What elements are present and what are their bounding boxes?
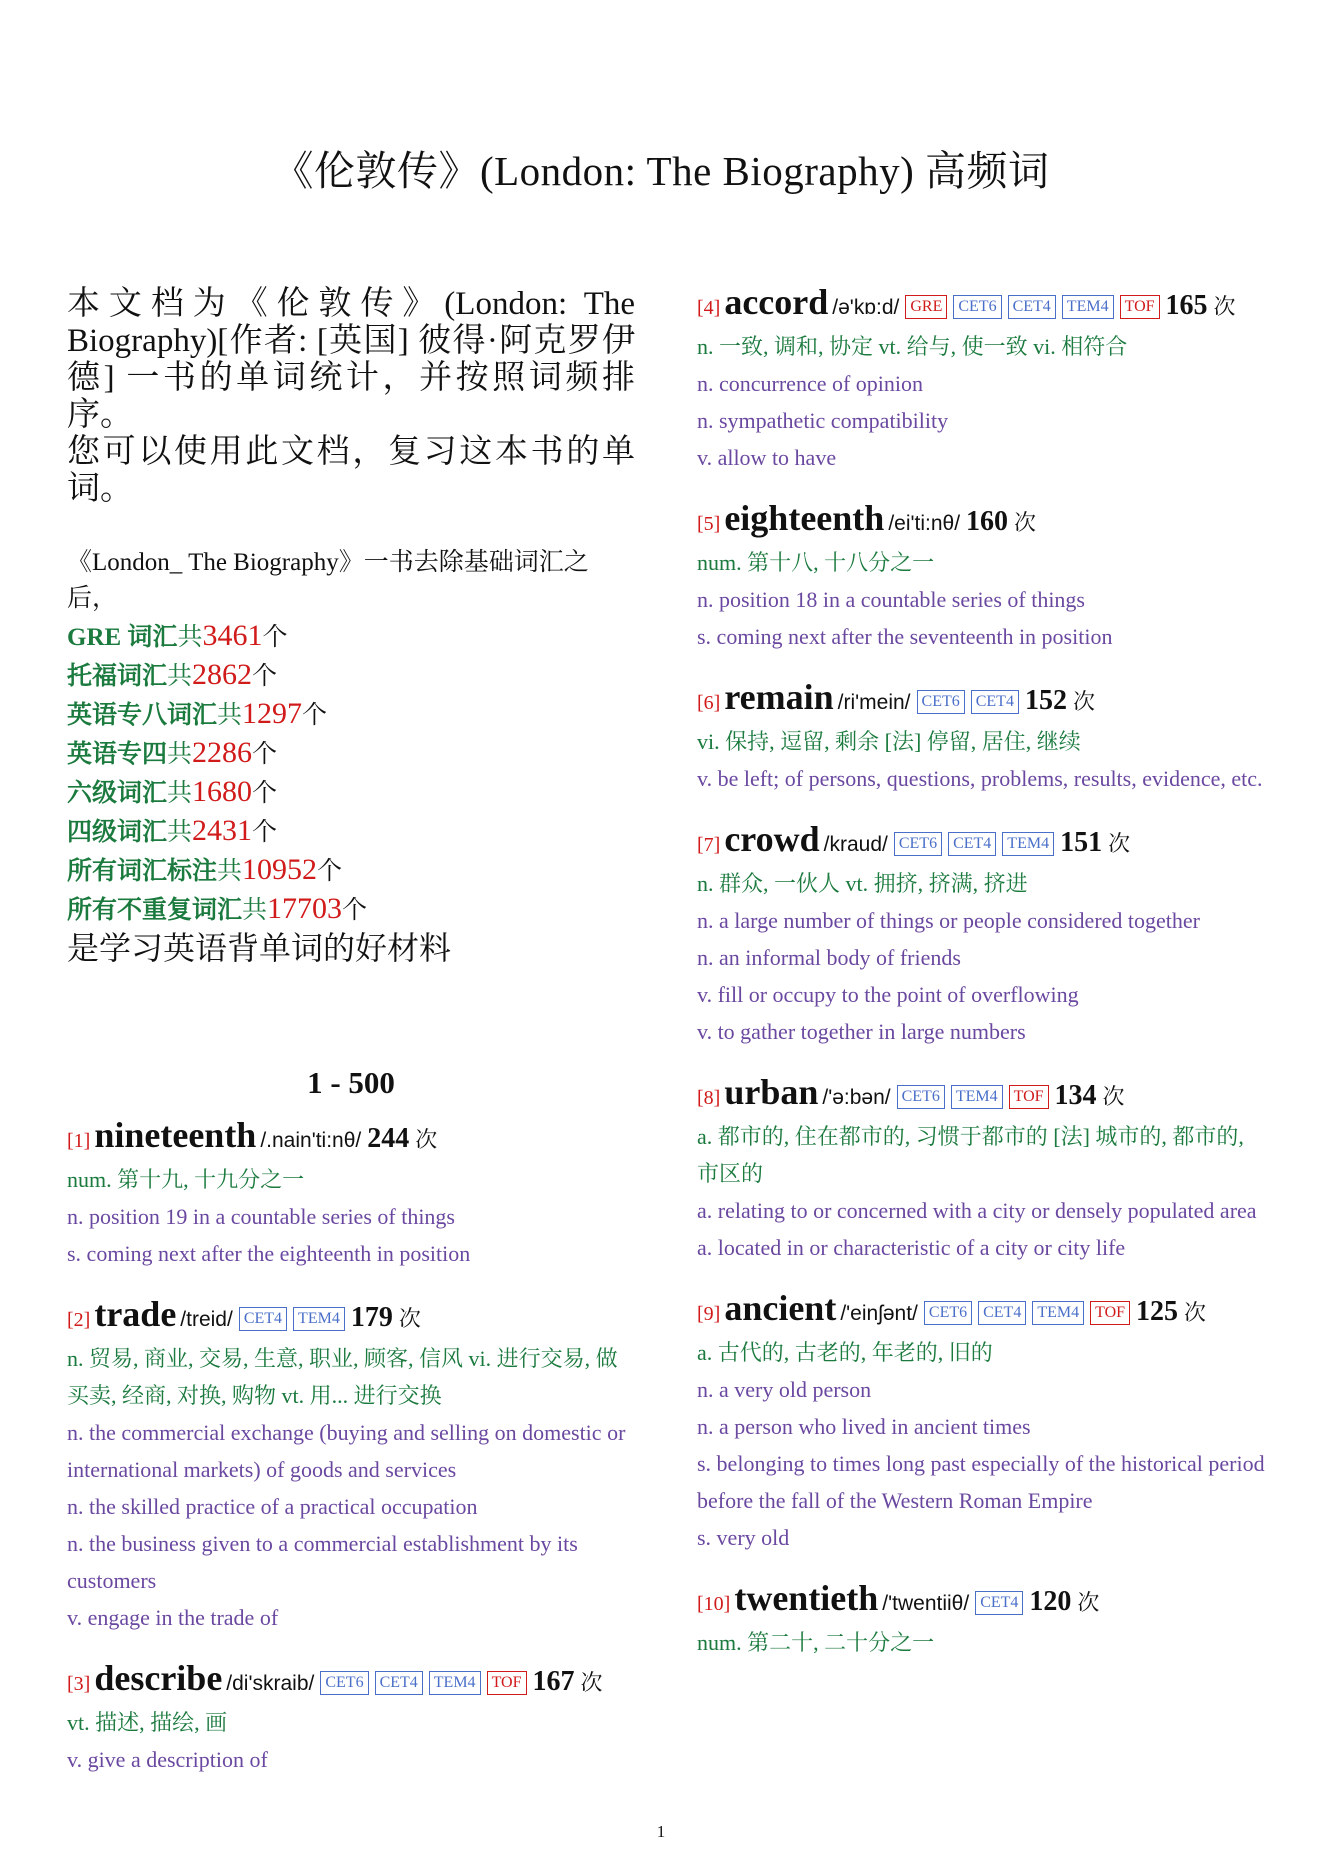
stat-line — [67, 851, 635, 890]
headword: nineteenth — [94, 1115, 257, 1155]
exam-tag: TEM4 — [1032, 1301, 1084, 1325]
times-suffix: 次 — [1014, 510, 1037, 535]
definition-english: n. a person who lived in ancient times — [697, 1414, 1031, 1439]
times-suffix: 次 — [1102, 1084, 1125, 1109]
times-suffix: 次 — [1108, 831, 1131, 856]
definition-english: v. engage in the trade of — [67, 1605, 279, 1630]
definition-chinese: vt. 描述, 描绘, 画 — [67, 1710, 228, 1735]
stat-unit: 个 — [252, 663, 278, 690]
definition-english: v. to gather together in large numbers — [697, 1019, 1026, 1044]
frequency-count: 125 — [1136, 1296, 1179, 1327]
stat-value: 17703 — [267, 892, 343, 925]
stat-line — [67, 695, 635, 734]
exam-tag: TEM4 — [1062, 295, 1114, 319]
entry-header — [697, 1288, 1269, 1334]
phonetic: /kraud/ — [823, 833, 888, 856]
stat-line — [67, 812, 635, 851]
definition-english: n. a very old person — [697, 1377, 872, 1402]
definition-english: n. the commercial exchange (buying and selling on domestic or international markets) of goods and services — [67, 1420, 626, 1482]
exam-tag: GRE — [905, 295, 947, 319]
frequency-count: 134 — [1054, 1080, 1097, 1111]
stat-label: 六级词汇 — [67, 780, 168, 807]
times-suffix: 次 — [1184, 1300, 1207, 1325]
exam-tag: TEM4 — [429, 1671, 481, 1695]
entry-index: [3] — [67, 1673, 91, 1695]
times-suffix: 次 — [580, 1670, 603, 1695]
word-entry — [697, 819, 1269, 1050]
phonetic: /ei'ti:nθ/ — [888, 512, 961, 535]
stat-value: 2431 — [192, 814, 253, 847]
frequency-count: 167 — [532, 1666, 575, 1697]
definition-chinese: num. 第十八, 十八分之一 — [697, 550, 935, 575]
definition-english: v. fill or occupy to the point of overflowing — [697, 982, 1079, 1007]
entry-header — [67, 1115, 635, 1161]
stat-unit: 个 — [262, 624, 288, 651]
word-list-right — [697, 282, 1269, 1661]
definition-english: n. an informal body of friends — [697, 945, 961, 970]
left-column — [67, 282, 635, 1800]
word-entry — [697, 1072, 1269, 1266]
stat-conj: 共 — [217, 702, 243, 729]
exam-tag: TOF — [1009, 1085, 1049, 1109]
definition-english: v. give a description of — [67, 1747, 268, 1772]
stat-label: 所有词汇标注 — [67, 858, 218, 885]
entry-index: [5] — [697, 513, 721, 535]
headword: accord — [724, 282, 829, 322]
times-suffix: 次 — [398, 1306, 421, 1331]
definition-chinese: n. 贸易, 商业, 交易, 生意, 职业, 顾客, 信风 vi. 进行交易, 做买卖, 经商, 对换, 购物 vt. 用... 进行交换 — [67, 1346, 618, 1408]
stat-unit: 个 — [252, 819, 278, 846]
phonetic: /.nain'ti:nθ/ — [260, 1129, 362, 1152]
exam-tag: CET4 — [975, 1591, 1023, 1615]
document-title: 《伦敦传》(London: The Biography) 高频词 — [272, 148, 1050, 194]
entry-header — [67, 1658, 635, 1704]
word-entry — [67, 1658, 635, 1778]
word-entry — [697, 282, 1269, 476]
stat-value: 1680 — [192, 775, 253, 808]
stat-conj: 共 — [177, 624, 203, 651]
exam-tag: CET4 — [239, 1307, 287, 1331]
word-entry — [67, 1294, 635, 1636]
definition-chinese: n. 群众, 一伙人 vt. 拥挤, 挤满, 挤进 — [697, 871, 1028, 896]
headword: eighteenth — [724, 498, 885, 538]
phonetic: /'twentiiθ/ — [882, 1592, 970, 1615]
page-number: 1 — [656, 1822, 666, 1841]
exam-tag: TOF — [1090, 1301, 1130, 1325]
definition-english: n. the skilled practice of a practical occupation — [67, 1494, 478, 1519]
times-suffix: 次 — [1072, 689, 1095, 714]
stat-line — [67, 617, 635, 656]
headword: urban — [724, 1072, 819, 1112]
definition-english: s. coming next after the eighteenth in position — [67, 1241, 471, 1266]
stat-line — [67, 734, 635, 773]
headword: trade — [94, 1294, 177, 1334]
stat-unit: 个 — [252, 780, 278, 807]
definition-english: a. relating to or concerned with a city or densely populated area — [697, 1198, 1257, 1223]
stat-label: 所有不重复词汇 — [67, 897, 243, 924]
range-heading: 1 - 500 — [307, 1065, 395, 1100]
definition-chinese: vi. 保持, 逗留, 剩余 [法] 停留, 居住, 继续 — [697, 729, 1081, 754]
frequency-count: 165 — [1165, 290, 1208, 321]
stat-conj: 共 — [167, 819, 193, 846]
exam-tag: TOF — [1120, 295, 1160, 319]
word-entry — [697, 677, 1269, 797]
definition-english: n. a large number of things or people considered together — [697, 908, 1200, 933]
frequency-count: 179 — [350, 1302, 393, 1333]
exam-tag: CET4 — [971, 690, 1019, 714]
times-suffix: 次 — [1213, 294, 1236, 319]
stat-value: 1297 — [242, 697, 303, 730]
phonetic: /di'skraib/ — [226, 1672, 315, 1695]
definition-english: v. allow to have — [697, 445, 837, 470]
entry-header — [697, 498, 1269, 544]
intro-paragraph — [67, 286, 635, 508]
stat-label: 英语专八词汇 — [67, 702, 218, 729]
phonetic: /treid/ — [180, 1308, 233, 1331]
stat-unit: 个 — [317, 858, 343, 885]
stat-conj: 共 — [167, 780, 193, 807]
definition-english: s. coming next after the seventeenth in position — [697, 624, 1113, 649]
exam-tag: TEM4 — [293, 1307, 345, 1331]
phonetic: /ə'kɒ:d/ — [832, 296, 900, 319]
stat-conj: 共 — [242, 897, 268, 924]
entry-header — [697, 819, 1269, 865]
stat-value: 2286 — [192, 736, 253, 769]
headword: describe — [94, 1658, 223, 1698]
stat-conj: 共 — [217, 858, 243, 885]
entry-index: [4] — [697, 297, 721, 319]
phonetic: /'einʃənt/ — [840, 1302, 918, 1325]
headword: remain — [724, 677, 834, 717]
definition-english: n. position 18 in a countable series of things — [697, 587, 1085, 612]
definition-english: n. the business given to a commercial establishment by its customers — [67, 1531, 578, 1593]
exam-tag: CET6 — [924, 1301, 972, 1325]
definition-english: s. belonging to times long past especially of the historical period before the fall of the Western Roman Empire — [697, 1451, 1265, 1513]
definition-english: n. position 19 in a countable series of things — [67, 1204, 455, 1229]
stat-label: 托福词汇 — [67, 663, 168, 690]
definition-english: a. located in or characteristic of a city or city life — [697, 1235, 1126, 1260]
exam-tag: CET6 — [917, 690, 965, 714]
stat-label: GRE 词汇 — [67, 624, 178, 651]
word-entry — [697, 1288, 1269, 1556]
entry-header — [697, 1578, 1269, 1624]
stats-lead: 《London_ The Biography》一书去除基础词汇之后， — [67, 549, 589, 612]
exam-tag: CET6 — [897, 1085, 945, 1109]
times-suffix: 次 — [1077, 1590, 1100, 1615]
stat-label: 四级词汇 — [67, 819, 168, 846]
stat-value: 3461 — [202, 619, 263, 652]
entry-header — [67, 1294, 635, 1340]
phonetic: /ri'mein/ — [837, 691, 911, 714]
stat-label: 英语专四 — [67, 741, 168, 768]
definition-chinese: a. 古代的, 古老的, 年老的, 旧的 — [697, 1340, 993, 1365]
definition-english: v. be left; of persons, questions, problems, results, evidence, etc. — [697, 766, 1263, 791]
entry-index: [2] — [67, 1309, 91, 1331]
definition-chinese: num. 第二十, 二十分之一 — [697, 1630, 935, 1655]
frequency-count: 244 — [367, 1123, 410, 1154]
frequency-count: 152 — [1024, 685, 1067, 716]
intro-line-1: 本文档为《伦敦传》(London: The Biography)[作者: [英国] 彼得·阿克罗伊德] 一书的单词统计，并按照词频排序。 — [67, 286, 635, 433]
intro-line-2: 您可以使用此文档，复习这本书的单词。 — [67, 434, 635, 507]
stats-outro: 是学习英语背单词的好材料 — [67, 930, 452, 966]
entry-index: [7] — [697, 834, 721, 856]
exam-tag: CET6 — [953, 295, 1001, 319]
frequency-count: 120 — [1029, 1586, 1072, 1617]
entry-index: [8] — [697, 1087, 721, 1109]
right-column — [697, 282, 1269, 1683]
stat-line — [67, 890, 635, 929]
frequency-count: 160 — [966, 506, 1009, 537]
exam-tag: TEM4 — [951, 1085, 1003, 1109]
exam-tag: CET4 — [1008, 295, 1056, 319]
definition-english: s. very old — [697, 1525, 790, 1550]
entry-header — [697, 1072, 1269, 1118]
stat-value: 10952 — [242, 853, 318, 886]
headword: ancient — [724, 1288, 837, 1328]
entry-index: [10] — [697, 1593, 731, 1615]
headword: twentieth — [734, 1578, 879, 1618]
exam-tag: CET6 — [894, 832, 942, 856]
stat-unit: 个 — [252, 741, 278, 768]
entry-header — [697, 282, 1269, 328]
stat-conj: 共 — [167, 741, 193, 768]
headword: crowd — [724, 819, 820, 859]
exam-tag: TEM4 — [1002, 832, 1054, 856]
entry-index: [1] — [67, 1130, 91, 1152]
stat-conj: 共 — [167, 663, 193, 690]
definition-english: n. concurrence of opinion — [697, 371, 924, 396]
stat-value: 2862 — [192, 658, 253, 691]
exam-tag: CET6 — [320, 1671, 368, 1695]
word-entry — [67, 1115, 635, 1272]
definition-chinese: n. 一致, 调和, 协定 vt. 给与, 使一致 vi. 相符合 — [697, 334, 1128, 359]
word-list-left — [67, 1115, 635, 1778]
stats-list — [67, 617, 635, 929]
entry-index: [6] — [697, 692, 721, 714]
definition-chinese: num. 第十九, 十九分之一 — [67, 1167, 305, 1192]
stat-unit: 个 — [342, 897, 368, 924]
definition-chinese: a. 都市的, 住在都市的, 习惯于都市的 [法] 城市的, 都市的, 市区的 — [697, 1124, 1244, 1186]
word-entry — [697, 498, 1269, 655]
definition-english: n. sympathetic compatibility — [697, 408, 949, 433]
phonetic: /'ə:bən/ — [822, 1086, 891, 1109]
exam-tag: CET4 — [375, 1671, 423, 1695]
stat-line — [67, 656, 635, 695]
entry-header — [697, 677, 1269, 723]
exam-tag: CET4 — [978, 1301, 1026, 1325]
exam-tag: CET4 — [948, 832, 996, 856]
exam-tag: TOF — [487, 1671, 527, 1695]
word-entry — [697, 1578, 1269, 1661]
entry-index: [9] — [697, 1303, 721, 1325]
stat-line — [67, 773, 635, 812]
times-suffix: 次 — [415, 1127, 438, 1152]
frequency-count: 151 — [1060, 827, 1103, 858]
stat-unit: 个 — [302, 702, 328, 729]
